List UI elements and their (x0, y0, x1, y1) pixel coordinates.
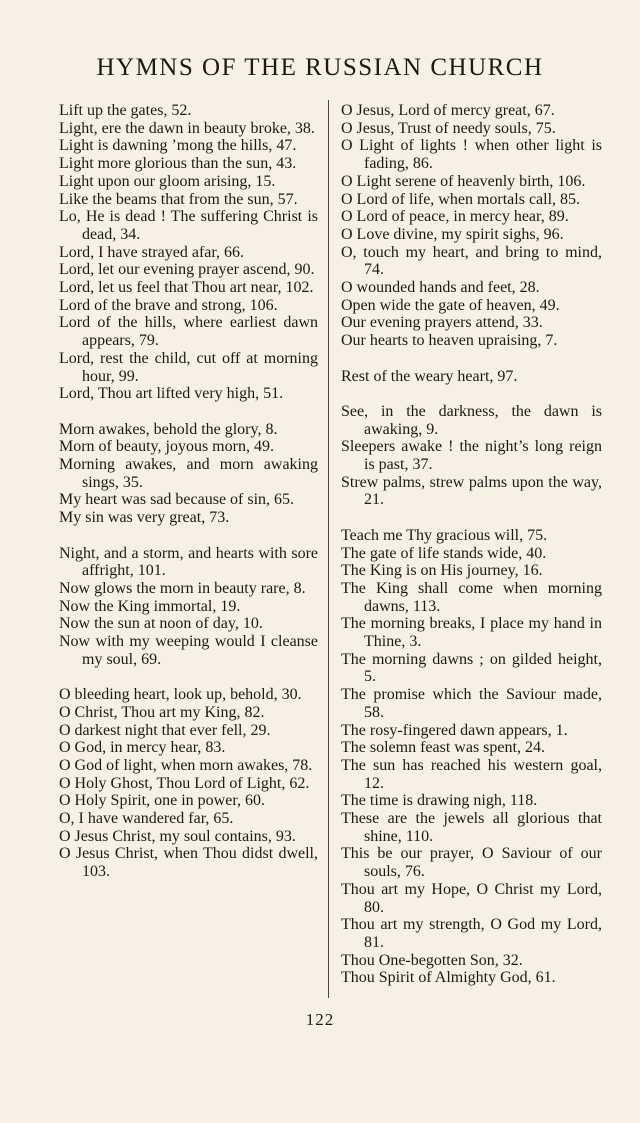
index-entry: Morn awakes, behold the glory, 8. (59, 420, 278, 438)
index-entry: O Lord of peace, in mercy hear, 89. (341, 208, 569, 226)
index-entry: O Jesus, Trust of needy souls, 75. (341, 119, 556, 137)
index-entry: The solemn feast was spent, 24. (341, 739, 545, 757)
index-group-r (341, 368, 602, 386)
index-entry: The sun has reached his western goal, 12. (341, 756, 602, 792)
index-entry: O Jesus Christ, my soul contains, 93. (59, 827, 296, 845)
index-entry: Our evening prayers attend, 33. (341, 314, 543, 332)
index-entry: Light, ere the dawn in beauty broke, 38. (59, 119, 315, 137)
index-entry: O darkest night that ever fell, 29. (59, 721, 271, 739)
column-divider (328, 100, 329, 998)
index-entry: Lord, let us feel that Thou art near, 102. (59, 279, 314, 297)
index-entry: The time is drawing nigh, 118. (341, 792, 538, 810)
index-entry: Lord, I have strayed afar, 66. (59, 243, 245, 261)
index-entry: O God of light, when morn awakes, 78. (59, 756, 313, 774)
index-entry: The King shall come when morning dawns, 113. (341, 579, 602, 615)
index-entry: Night, and a storm, and hearts with sore affright, 101. (59, 544, 318, 580)
index-group-m (59, 421, 318, 527)
index-entry: Morning awakes, and morn awaking sings, 35. (59, 456, 318, 491)
index-entry: Now with my weeping would I cleanse my soul, 69. (59, 633, 318, 668)
index-entry: O Light of lights ! when other light is fading, 86. (341, 137, 602, 173)
index-entry: Now glows the morn in beauty rare, 8. (59, 579, 306, 597)
index-entry: See, in the darkness, the dawn is awaking, 9. (341, 402, 602, 438)
index-entry: Open wide the gate of heaven, 49. (341, 296, 560, 314)
index-entry: Lo, He is dead ! The suffering Christ is dead, 34. (59, 208, 318, 243)
index-column-right (341, 102, 602, 987)
index-entry: Lord of the hills, where earliest dawn appears, 79. (59, 314, 318, 350)
index-entry: O bleeding heart, look up, behold, 30. (59, 686, 302, 704)
index-entry: The promise which the Saviour made, 58. (341, 686, 602, 721)
index-entry: O Love divine, my spirit sighs, 96. (341, 225, 564, 243)
index-entry: Lord, rest the child, cut off at morning hour, 99. (59, 349, 318, 385)
index-entry: O Lord of life, when mortals call, 85. (341, 190, 581, 208)
index-entry: Strew palms, strew palms upon the way, 21. (341, 473, 602, 509)
index-entry: These are the jewels all glorious that shine, 110. (341, 810, 602, 845)
index-entry: Sleepers awake ! the night’s long reign is past, 37. (341, 438, 602, 474)
index-entry: Teach me Thy gracious will, 75. (341, 526, 548, 544)
page-number: 122 (305, 1010, 335, 1029)
index-entry: Thou art my Hope, O Christ my Lord, 80. (341, 880, 602, 916)
index-entry: O Holy Ghost, Thou Lord of Light, 62. (59, 774, 310, 792)
index-entry: O Jesus Christ, when Thou didst dwell, 103. (59, 845, 318, 881)
index-entry: My heart was sad because of sin, 65. (59, 491, 295, 509)
index-entry: The King is on His journey, 16. (341, 562, 543, 580)
index-entry: My sin was very great, 73. (59, 509, 230, 527)
index-entry: Like the beams that from the sun, 57. (59, 190, 298, 208)
index-entry: Thou art my strength, O God my Lord, 81. (341, 916, 602, 951)
index-entry: This be our prayer, O Saviour of our souls, 76. (341, 845, 602, 881)
index-entry: Light is dawning ’mong the hills, 47. (59, 137, 297, 155)
index-entry: Lift up the gates, 52. (59, 102, 192, 119)
page-title: HYMNS OF THE RUSSIAN CHURCH (96, 54, 544, 81)
index-entry: O Holy Spirit, one in power, 60. (59, 792, 266, 810)
index-entry: The gate of life stands wide, 40. (341, 544, 547, 562)
index-entry: O, touch my heart, and bring to mind, 74. (341, 243, 602, 279)
index-entry: Morn of beauty, joyous morn, 49. (59, 438, 274, 456)
index-entry: Rest of the weary heart, 97. (341, 367, 518, 385)
index-group-t (341, 527, 602, 987)
index-group-o-cont (341, 102, 602, 350)
index-group-l (59, 102, 318, 403)
index-entry: O Jesus, Lord of mercy great, 67. (341, 102, 555, 119)
index-entry: O Christ, Thou art my King, 82. (59, 703, 265, 721)
index-entry: O Light serene of heavenly birth, 106. (341, 172, 586, 190)
index-entry: O wounded hands and feet, 28. (341, 279, 540, 297)
index-entry: Our hearts to heaven upraising, 7. (341, 332, 558, 350)
index-entry: Now the sun at noon of day, 10. (59, 615, 263, 633)
index-entry: Thou One-begotten Son, 32. (341, 951, 523, 969)
index-entry: The morning breaks, I place my hand in Thine, 3. (341, 615, 602, 651)
index-entry: The morning dawns ; on gilded height, 5. (341, 650, 602, 686)
index-entry: Thou Spirit of Almighty God, 61. (341, 969, 556, 987)
index-entry: Lord, Thou art lifted very high, 51. (59, 385, 284, 403)
index-entry: Light upon our gloom arising, 15. (59, 172, 276, 190)
index-group-n (59, 545, 318, 669)
index-entry: Now the King immortal, 19. (59, 597, 241, 615)
index-entry: Lord of the brave and strong, 106. (59, 296, 278, 314)
index-entry: Lord, let our evening prayer ascend, 90. (59, 261, 315, 279)
index-entry: O, I have wandered far, 65. (59, 810, 234, 828)
index-column-left (59, 102, 318, 881)
index-group-o (59, 686, 318, 881)
index-entry: O God, in mercy hear, 83. (59, 739, 226, 757)
index-group-s (341, 403, 602, 509)
index-entry: Light more glorious than the sun, 43. (59, 155, 297, 173)
index-entry: The rosy-fingered dawn appears, 1. (341, 721, 568, 739)
